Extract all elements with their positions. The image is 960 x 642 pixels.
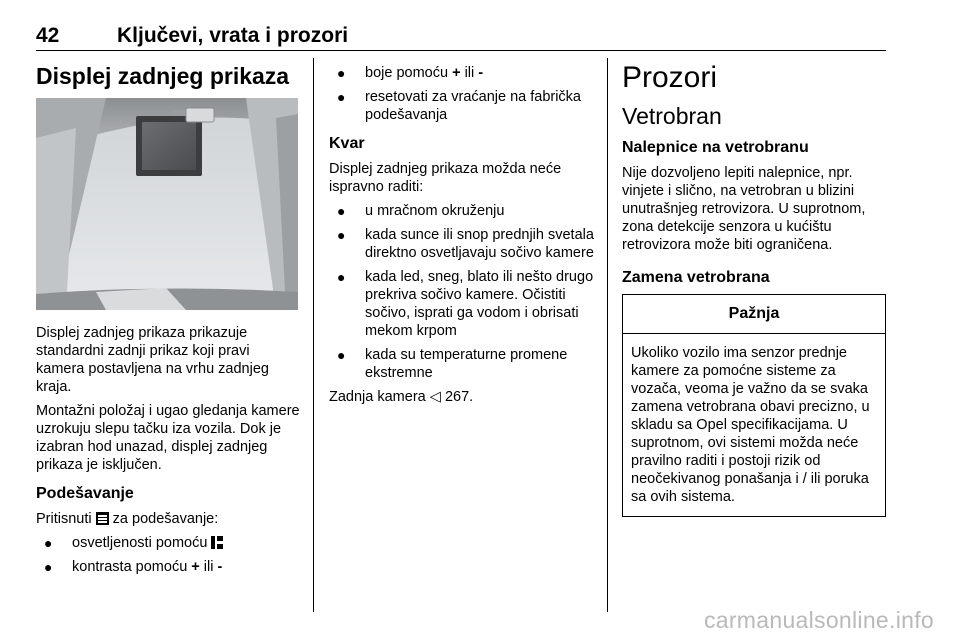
list-item bbox=[329, 202, 597, 220]
list-item-text: boje pomoću bbox=[365, 65, 449, 81]
settings-list bbox=[36, 534, 300, 576]
rear-view-display-photo bbox=[36, 98, 298, 310]
fault-list bbox=[329, 202, 597, 382]
list-item bbox=[329, 268, 597, 340]
watermark: carmanualsonline.info bbox=[703, 607, 934, 633]
chapter-title: Ključevi, vrata i prozori bbox=[117, 24, 349, 47]
list-item-text: kontrasta pomoću bbox=[72, 559, 188, 575]
bullet-glyph: ● bbox=[44, 559, 53, 575]
heading-windscreen-stickers: Nalepnice na vetrobranu bbox=[622, 139, 809, 156]
heading-settings: Podešavanje bbox=[36, 485, 134, 502]
page-header bbox=[36, 16, 886, 51]
brightness-icon bbox=[211, 536, 223, 549]
bullet-glyph: ● bbox=[337, 347, 346, 363]
caution-title: Pažnja bbox=[623, 295, 885, 334]
bullet-glyph: ● bbox=[337, 227, 346, 243]
list-item-text: osvetljenosti pomoću bbox=[72, 535, 208, 551]
column-divider bbox=[607, 58, 608, 612]
press-text: Pritisnuti bbox=[36, 511, 92, 527]
paragraph-description: Displej zadnjeg prikaza prikazuje standardni zadnji prikaz koji pravi kamera postavljena na vrhu zadnjeg kraja. bbox=[36, 325, 269, 395]
or-text: ili bbox=[464, 65, 475, 81]
list-item bbox=[36, 534, 300, 552]
bullet-glyph: ● bbox=[337, 65, 346, 81]
list-item bbox=[329, 64, 597, 82]
list-item bbox=[329, 88, 597, 124]
list-item-text: u mračnom okruženju bbox=[365, 203, 505, 219]
camera-reference-text: Zadnja kamera bbox=[329, 389, 426, 405]
list-item-text: kada su temperaturne promene ekstremne bbox=[365, 347, 568, 381]
stickers-paragraph: Nije dozvoljeno lepiti nalepnice, npr. vinjete i slično, na vetrobran u blizini unutrašnjeg retrovizora. U suprotnom, zona detekcije senzora u kućištu retrovizora može biti ograničena. bbox=[622, 165, 866, 253]
bullet-glyph: ● bbox=[337, 203, 346, 219]
caution-box bbox=[622, 294, 886, 517]
minus-symbol: - bbox=[217, 559, 223, 575]
heading-windows: Prozori bbox=[622, 61, 718, 94]
heading-windscreen-replacement: Zamena vetrobrana bbox=[622, 269, 770, 286]
camera-reference bbox=[329, 388, 597, 406]
list-item-text: resetovati za vraćanje na fabrička podešavanja bbox=[365, 89, 581, 123]
caution-text: Ukoliko vozilo ima senzor prednje kamere za pomoćne sisteme za vozača, veoma je važno da se svaka zamena vetrobrana obavi precizno, u skladu sa Opel specifikacijama. U suprotnom, ovi sistemi možda neće pravilno raditi i postoji rizik od neočekivanog ponašanja i / ili poruka sa ovih sistema. bbox=[631, 345, 870, 505]
plus-symbol: + bbox=[452, 65, 461, 81]
camera-reference-page: 267. bbox=[444, 389, 474, 405]
column-divider bbox=[313, 58, 314, 612]
list-item-text: kada sunce ili snop prednjih svetala direktno osvetljavaju sočivo kamere bbox=[365, 227, 594, 261]
column-right bbox=[622, 56, 888, 517]
paragraph-blind-spot: Montažni položaj i ugao gledanja kamere uzrokuju slepu tačku iza vozila. Dok je izabran hod unazad, displej zadnjeg prikaza je isključen. bbox=[36, 403, 300, 473]
list-item bbox=[329, 226, 597, 262]
menu-icon bbox=[96, 512, 109, 525]
minus-symbol: - bbox=[478, 65, 484, 81]
fault-intro: Displej zadnjeg prikaza možda neće ispravno raditi: bbox=[329, 161, 562, 195]
section-heading-rear-view-display: Displej zadnjeg prikaza bbox=[36, 63, 290, 89]
heading-windscreen: Vetrobran bbox=[622, 103, 722, 129]
settings-intro bbox=[36, 510, 300, 528]
plus-symbol: + bbox=[191, 559, 200, 575]
column-left bbox=[36, 56, 300, 582]
bullet-glyph: ● bbox=[337, 269, 346, 285]
column-middle bbox=[329, 56, 597, 412]
reference-arrow-icon: ◁ bbox=[429, 389, 441, 405]
bullet-glyph: ● bbox=[44, 535, 53, 551]
heading-fault: Kvar bbox=[329, 135, 365, 152]
list-item bbox=[329, 346, 597, 382]
bullet-glyph: ● bbox=[337, 89, 346, 105]
or-text: ili bbox=[203, 559, 214, 575]
list-item-text: kada led, sneg, blato ili nešto drugo prekriva sočivo kamere. Očistiti sočivo, isprati ga vodom i obrisati mekom krpom bbox=[365, 269, 594, 339]
settings-text: za podešavanje: bbox=[112, 511, 219, 527]
list-item bbox=[36, 558, 300, 576]
settings-list-continued bbox=[329, 64, 597, 124]
page-number: 42 bbox=[36, 24, 60, 47]
